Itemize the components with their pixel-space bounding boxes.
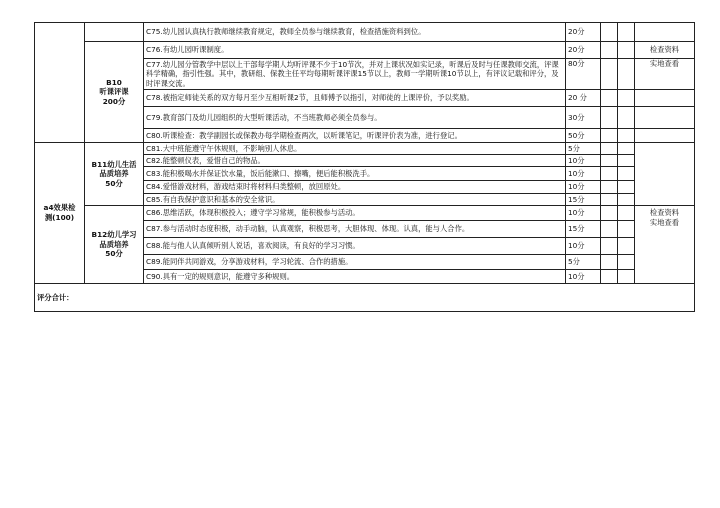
blank-cell <box>601 238 618 255</box>
blank-cell <box>601 155 618 167</box>
score-cell: 20分 <box>566 23 601 42</box>
method-cell <box>635 206 695 284</box>
criterion-text: C78.被指定师徒关系的双方每月至少互相听课2节，且师傅予以指引，对师徒的上课评价，予以奖励。 <box>144 90 566 107</box>
criterion-text: C82.能整顿仪表，爱惜自己的物品。 <box>144 155 566 167</box>
blank-cell <box>618 59 635 90</box>
method-cell <box>635 107 695 129</box>
table-row <box>35 206 695 221</box>
blank-cell <box>618 206 635 221</box>
blank-cell <box>601 270 618 284</box>
criterion-text: C89.能同伴共同游戏，分享游戏材料，学习轮流、合作的措施。 <box>144 255 566 270</box>
method-cell <box>635 23 695 42</box>
group-cell <box>85 23 144 42</box>
blank-cell <box>601 129 618 143</box>
score-cell: 5分 <box>566 143 601 155</box>
category-line: 测(100) <box>44 213 75 222</box>
blank-cell <box>618 143 635 155</box>
total-label: 评分合计： <box>35 284 695 312</box>
blank-cell <box>601 255 618 270</box>
blank-cell <box>601 206 618 221</box>
criterion-text: C87.参与活动时态度积极，动手动脑，认真观察，积极思考，大胆体现、体现。认真，能与人合作。 <box>144 221 566 238</box>
score-cell: 10分 <box>566 181 601 194</box>
blank-cell <box>618 238 635 255</box>
method-cell: 检查资料 <box>635 42 695 59</box>
method-cell: 实地查看 <box>635 59 695 90</box>
criterion-text: C80.听课检查：教学副园长或保教办每学期检查两次，以听课笔记，听课评价表为准，进行登记。 <box>144 129 566 143</box>
criterion-text: C85.有自我保护意识和基本的安全常识。 <box>144 194 566 206</box>
score-cell: 15分 <box>566 221 601 238</box>
score-cell: 10分 <box>566 167 601 181</box>
blank-cell <box>618 167 635 181</box>
blank-cell <box>601 194 618 206</box>
group-line: 品质培养 <box>99 169 129 179</box>
criterion-text: C75.幼儿园认真执行教师继续教育规定，教师全员参与继续教育，检查措施资料到位。 <box>144 23 566 42</box>
criterion-text: C88.能与他人认真倾听别人说话，喜欢阅读，有良好的学习习惯。 <box>144 238 566 255</box>
table-row <box>35 143 695 155</box>
group-line: B11幼儿生活 <box>91 159 137 169</box>
score-cell: 10分 <box>566 206 601 221</box>
blank-cell <box>618 129 635 143</box>
score-cell: 10分 <box>566 270 601 284</box>
group-line: B10 <box>106 77 122 87</box>
method-line: 实地查看 <box>649 217 680 227</box>
score-cell: 20 分 <box>566 90 601 107</box>
blank-cell <box>601 181 618 194</box>
blank-cell <box>601 42 618 59</box>
criterion-text: C90.具有一定的规则意识，能遵守多种规则。 <box>144 270 566 284</box>
group-line: 50分 <box>105 178 123 188</box>
group-cell-b12 <box>85 206 144 284</box>
group-line: 品质培养 <box>99 239 129 249</box>
criterion-text: C77.幼儿园分管教学中层以上干部每学期人均听评课不少于10节次，并对上课状况如实记录，听课后及时与任课教师交流，评课科学精确，指引性强。其中，教研组、保教主任平均每期听课评课15节以上，教师一学期听课10节以上，有评议记载和评分，及时评课交流。 <box>144 59 566 90</box>
group-line: B12幼儿学习 <box>91 230 137 240</box>
category-cell <box>35 23 85 143</box>
blank-cell <box>601 107 618 129</box>
blank-cell <box>601 90 618 107</box>
total-row <box>35 284 695 312</box>
blank-cell <box>618 270 635 284</box>
blank-cell <box>618 42 635 59</box>
criterion-text: C76.有幼儿园听课制度。 <box>144 42 566 59</box>
score-cell: 5分 <box>566 255 601 270</box>
score-cell: 80分 <box>566 59 601 90</box>
blank-cell <box>601 59 618 90</box>
evaluation-table <box>34 22 695 312</box>
criterion-text: C84.爱惜游戏材料，游戏结束时将材料归类整顿，放回原处。 <box>144 181 566 194</box>
blank-cell <box>618 107 635 129</box>
group-line: 50分 <box>105 249 123 259</box>
method-cell <box>635 129 695 143</box>
blank-cell <box>618 155 635 167</box>
blank-cell <box>618 90 635 107</box>
criterion-text: C86.思维活跃，体现积极投入；遵守学习常规，能积极参与活动。 <box>144 206 566 221</box>
table-row <box>35 42 695 59</box>
score-cell: 10分 <box>566 238 601 255</box>
group-cell-b11 <box>85 143 144 206</box>
group-line: 听课评课 <box>99 87 129 97</box>
group-line: 200分 <box>102 96 126 106</box>
score-cell: 20分 <box>566 42 601 59</box>
blank-cell <box>601 167 618 181</box>
score-cell: 10分 <box>566 155 601 167</box>
blank-cell <box>618 255 635 270</box>
blank-cell <box>618 221 635 238</box>
blank-cell <box>601 221 618 238</box>
group-cell-b10 <box>85 42 144 143</box>
table-row <box>35 23 695 42</box>
blank-cell <box>601 143 618 155</box>
category-cell-a4 <box>35 143 85 284</box>
blank-cell <box>618 194 635 206</box>
blank-cell <box>618 23 635 42</box>
method-cell <box>635 143 695 206</box>
method-cell <box>635 90 695 107</box>
criterion-text: C79.教育部门及幼儿园组织的大型听课活动，不当班教师必须全员参与。 <box>144 107 566 129</box>
score-cell: 15分 <box>566 194 601 206</box>
score-cell: 30分 <box>566 107 601 129</box>
blank-cell <box>601 23 618 42</box>
method-line: 检查资料 <box>649 208 680 217</box>
criterion-text: C83.能积极喝水并保证饮水量，饭后能漱口、擦嘴，便后能积极洗手。 <box>144 167 566 181</box>
criterion-text: C81.大中班能遵守午休规则，不影响别人休息。 <box>144 143 566 155</box>
category-line: a4效果检 <box>43 203 76 213</box>
blank-cell <box>618 181 635 194</box>
score-cell: 50分 <box>566 129 601 143</box>
